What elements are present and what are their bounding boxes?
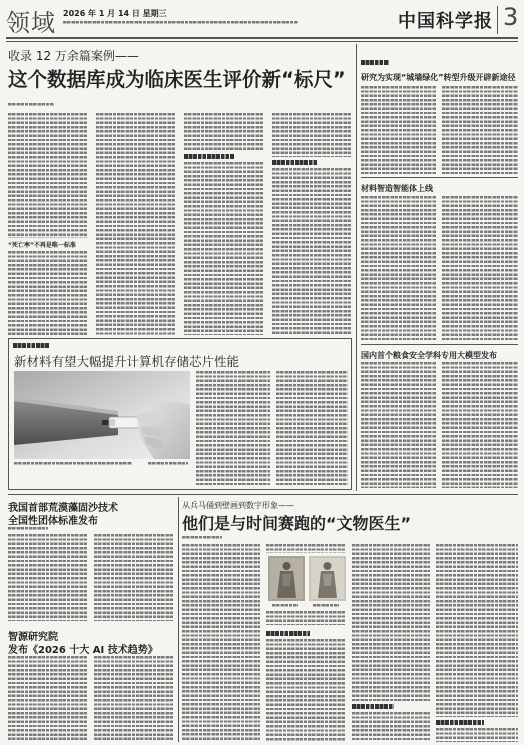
sidebar-body-text (442, 86, 518, 174)
feature-tag (13, 343, 49, 348)
feature-body-text (276, 371, 348, 485)
relic-photo-before (268, 556, 305, 601)
sidebar-headline: 材料智造智能体上线 (361, 184, 433, 193)
relic-photo-after (309, 556, 346, 601)
issue-date: 2026 年 1 月 14 日 星期三 (63, 9, 167, 18)
editor-contact-line (63, 21, 298, 25)
culture-subhead (436, 720, 484, 725)
lead-body-text (272, 168, 352, 335)
photo-credit (148, 462, 188, 466)
lead-byline (8, 103, 54, 107)
feature-headline: 新材料有望大幅提升计算机存储芯片性能 (14, 354, 240, 369)
sidebar-rule (361, 177, 518, 178)
brief-headline: 发布《2026 十大 AI 技术趋势》 (8, 645, 158, 656)
photo-caption (14, 462, 132, 466)
brief-body-text (8, 656, 88, 742)
brief-body-text (8, 534, 88, 621)
sidebar-headline: 研究为实现“城墙绿化”转型升级开辟新途径 (361, 73, 516, 82)
sidebar-tag (361, 60, 389, 65)
lead-body-text (8, 113, 88, 238)
header-divider (497, 6, 498, 34)
column-divider (178, 497, 179, 742)
sidebar-headline: 国内首个粮食安全学科专用大模型发布 (361, 351, 497, 360)
brief-headline: 智源研究院 (8, 632, 58, 643)
culture-subhead (266, 631, 310, 636)
photo-caption (266, 611, 346, 625)
culture-headline: 他们是与时间赛跑的“文物医生” (182, 514, 412, 533)
sidebar-body-text (361, 362, 436, 488)
lead-body-text (272, 113, 352, 157)
header-rule-thick (6, 37, 518, 39)
brief-body-text (94, 534, 174, 621)
culture-byline (182, 536, 222, 540)
culture-body-text (182, 544, 260, 742)
header-rule-thin (6, 41, 518, 42)
lead-body-text (184, 162, 264, 335)
culture-body-text (436, 544, 518, 717)
lead-body-text (184, 113, 264, 151)
newspaper-logo: 中国科学报 (398, 11, 493, 32)
sidebar-rule (361, 344, 518, 345)
brief-headline: 全国性团体标准发布 (8, 516, 98, 527)
culture-body-text (352, 544, 430, 701)
section-name: 领域 (6, 9, 56, 37)
page-number: 3 (503, 3, 519, 31)
culture-body-text (266, 544, 346, 553)
lead-headline: 这个数据库成为临床医生评价新“标尺” (8, 68, 346, 91)
culture-body-text (352, 712, 430, 742)
culture-subhead (352, 704, 394, 709)
photo-label (272, 604, 298, 608)
culture-body-text (266, 639, 346, 742)
sidebar-body-text (361, 196, 436, 340)
brief-headline: 我国首部荒漠藻固沙技术 (8, 503, 118, 514)
lead-subhead: “死亡率”不再是唯一标准 (8, 242, 76, 249)
lead-body-text (8, 251, 88, 335)
brief-byline (8, 527, 48, 531)
sidebar-body-text (442, 196, 518, 340)
lead-kicker: 收录 12 万余篇案例—— (8, 49, 139, 63)
sidebar-body-text (442, 362, 518, 488)
section-rule (8, 494, 518, 495)
lead-subhead (184, 154, 234, 159)
culture-body-text (436, 728, 518, 742)
usb-drive-photo (14, 371, 190, 459)
lead-subhead (272, 160, 318, 165)
column-divider (356, 44, 357, 491)
feature-body-text (196, 371, 270, 487)
sidebar-body-text (361, 86, 436, 174)
photo-label (313, 604, 339, 608)
brief-body-text (94, 656, 174, 742)
lead-body-text (96, 113, 176, 335)
culture-kicker: 从兵马俑到壁画到数字形象—— (182, 501, 294, 510)
